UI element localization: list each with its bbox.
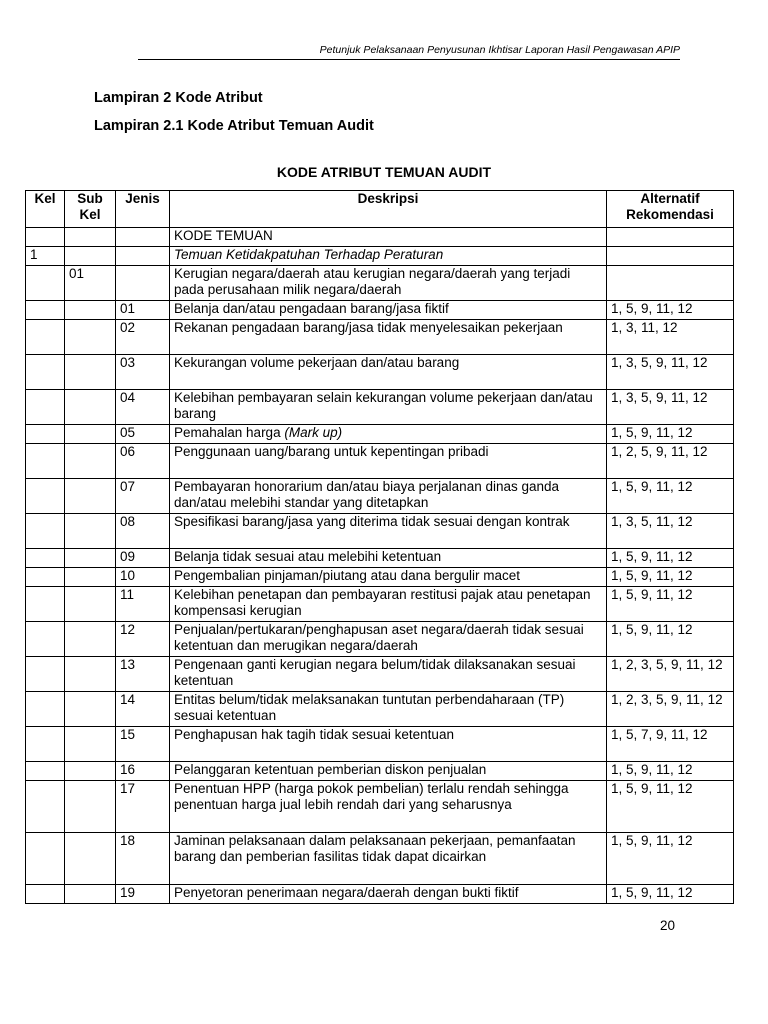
appendix-subheading: Lampiran 2.1 Kode Atribut Temuan Audit	[94, 118, 374, 134]
table-row	[26, 587, 734, 622]
alternatif-rekomendasi-cell: 1, 3, 5, 9, 11, 12	[607, 355, 734, 390]
table-row	[26, 320, 734, 355]
kelompok-title: Temuan Ketidakpatuhan Terhadap Peraturan	[170, 247, 607, 266]
jenis-code: 17	[116, 781, 170, 833]
deskripsi-cell	[170, 425, 607, 444]
deskripsi-cell	[170, 549, 607, 568]
deskripsi-text: Penentuan HPP (harga pokok pembelian) terlalu rendah sehingga penentuan harga jual lebih rendah dari yang seharusnya	[174, 781, 569, 812]
jenis-code: 16	[116, 762, 170, 781]
jenis-code: 03	[116, 355, 170, 390]
deskripsi-text: Belanja dan/atau pengadaan barang/jasa fiktif	[174, 301, 449, 316]
alternatif-rekomendasi-cell: 1, 3, 5, 9, 11, 12	[607, 390, 734, 425]
appendix-heading: Lampiran 2 Kode Atribut	[94, 90, 263, 106]
alternatif-rekomendasi-cell: 1, 5, 9, 11, 12	[607, 762, 734, 781]
alternatif-rekomendasi-cell: 1, 5, 9, 11, 12	[607, 833, 734, 885]
alternatif-rekomendasi-cell: 1, 2, 5, 9, 11, 12	[607, 444, 734, 479]
jenis-code: 11	[116, 587, 170, 622]
alternatif-rekomendasi-cell: 1, 5, 9, 11, 12	[607, 301, 734, 320]
section-label: KODE TEMUAN	[170, 228, 607, 247]
jenis-code: 12	[116, 622, 170, 657]
deskripsi-cell	[170, 390, 607, 425]
alternatif-rekomendasi-cell: 1, 5, 9, 11, 12	[607, 587, 734, 622]
table-row	[26, 885, 734, 904]
deskripsi-cell	[170, 514, 607, 549]
deskripsi-cell	[170, 444, 607, 479]
table-row	[26, 692, 734, 727]
sub-kelompok-code: 01	[65, 266, 116, 301]
alternatif-rekomendasi-cell: 1, 3, 5, 11, 12	[607, 514, 734, 549]
deskripsi-cell	[170, 568, 607, 587]
deskripsi-italic-text: (Mark up)	[284, 425, 343, 440]
deskripsi-text: Pemahalan harga	[174, 425, 281, 440]
jenis-code: 08	[116, 514, 170, 549]
kelompok-row	[26, 247, 734, 266]
alternatif-rekomendasi-cell: 1, 2, 3, 5, 9, 11, 12	[607, 692, 734, 727]
jenis-code: 02	[116, 320, 170, 355]
table-row	[26, 781, 734, 833]
deskripsi-text: Penyetoran penerimaan negara/daerah dengan bukti fiktif	[174, 885, 519, 900]
deskripsi-text: Penjualan/pertukaran/penghapusan aset negara/daerah tidak sesuai ketentuan dan merugikan negara/daerah	[174, 622, 584, 653]
jenis-code: 15	[116, 727, 170, 762]
table-row	[26, 727, 734, 762]
sub-kelompok-row	[26, 266, 734, 301]
alternatif-rekomendasi-cell: 1, 5, 9, 11, 12	[607, 622, 734, 657]
alternatif-rekomendasi-cell: 1, 3, 11, 12	[607, 320, 734, 355]
audit-attribute-code-table	[25, 190, 734, 904]
table-row	[26, 762, 734, 781]
table-row	[26, 479, 734, 514]
table-row	[26, 568, 734, 587]
table-row	[26, 301, 734, 320]
deskripsi-cell	[170, 727, 607, 762]
deskripsi-text: Spesifikasi barang/jasa yang diterima tidak sesuai dengan kontrak	[174, 514, 570, 529]
deskripsi-cell	[170, 301, 607, 320]
deskripsi-cell	[170, 587, 607, 622]
header-kel: Kel	[26, 191, 65, 228]
jenis-code: 14	[116, 692, 170, 727]
deskripsi-cell	[170, 479, 607, 514]
table-row	[26, 622, 734, 657]
deskripsi-cell	[170, 885, 607, 904]
table-header-row	[26, 191, 734, 228]
deskripsi-text: Pembayaran honorarium dan/atau biaya perjalanan dinas ganda dan/atau melebihi standar yang ditetapkan	[174, 479, 560, 510]
alternatif-rekomendasi-cell: 1, 5, 9, 11, 12	[607, 425, 734, 444]
alternatif-rekomendasi-cell: 1, 5, 9, 11, 12	[607, 479, 734, 514]
deskripsi-text: Jaminan pelaksanaan dalam pelaksanaan pekerjaan, pemanfaatan barang dan pemberian fasilitas tidak dapat dicairkan	[174, 833, 576, 864]
alternatif-rekomendasi-cell: 1, 5, 7, 9, 11, 12	[607, 727, 734, 762]
jenis-code: 13	[116, 657, 170, 692]
deskripsi-text: Kelebihan pembayaran selain kekurangan volume pekerjaan dan/atau barang	[174, 390, 593, 421]
page-number: 20	[660, 918, 676, 933]
alternatif-rekomendasi-cell: 1, 5, 9, 11, 12	[607, 549, 734, 568]
table-row	[26, 833, 734, 885]
deskripsi-cell	[170, 781, 607, 833]
deskripsi-cell	[170, 692, 607, 727]
jenis-code: 01	[116, 301, 170, 320]
deskripsi-text: Belanja tidak sesuai atau melebihi ketentuan	[174, 549, 442, 564]
jenis-code: 18	[116, 833, 170, 885]
jenis-code: 19	[116, 885, 170, 904]
deskripsi-text: Pengenaan ganti kerugian negara belum/tidak dilaksanakan sesuai ketentuan	[174, 657, 576, 688]
table-row	[26, 390, 734, 425]
table-row	[26, 657, 734, 692]
deskripsi-text: Pengembalian pinjaman/piutang atau dana bergulir macet	[174, 568, 520, 583]
kelompok-code: 1	[26, 247, 65, 266]
alternatif-rekomendasi-cell: 1, 5, 9, 11, 12	[607, 885, 734, 904]
deskripsi-cell	[170, 622, 607, 657]
jenis-code: 07	[116, 479, 170, 514]
deskripsi-text: Kekurangan volume pekerjaan dan/atau barang	[174, 355, 460, 370]
table-row	[26, 355, 734, 390]
jenis-code: 05	[116, 425, 170, 444]
deskripsi-cell	[170, 657, 607, 692]
table-row	[26, 425, 734, 444]
jenis-code: 10	[116, 568, 170, 587]
header-sub-kel: Sub Kel	[65, 191, 116, 228]
alternatif-rekomendasi-cell: 1, 5, 9, 11, 12	[607, 568, 734, 587]
running-header: Petunjuk Pelaksanaan Penyusunan Ikhtisar Laporan Hasil Pengawasan APIP	[138, 44, 680, 60]
jenis-code: 06	[116, 444, 170, 479]
header-deskripsi: Deskripsi	[170, 191, 607, 228]
section-row	[26, 228, 734, 247]
jenis-code: 04	[116, 390, 170, 425]
table-row	[26, 444, 734, 479]
table-row	[26, 514, 734, 549]
deskripsi-text: Kelebihan penetapan dan pembayaran restitusi pajak atau penetapan kompensasi kerugian	[174, 587, 591, 618]
deskripsi-text: Penghapusan hak tagih tidak sesuai ketentuan	[174, 727, 454, 742]
jenis-code: 09	[116, 549, 170, 568]
deskripsi-cell	[170, 833, 607, 885]
deskripsi-text: Penggunaan uang/barang untuk kepentingan pribadi	[174, 444, 489, 459]
deskripsi-cell	[170, 320, 607, 355]
deskripsi-text: Pelanggaran ketentuan pemberian diskon penjualan	[174, 762, 487, 777]
header-jenis: Jenis	[116, 191, 170, 228]
alternatif-rekomendasi-cell: 1, 5, 9, 11, 12	[607, 781, 734, 833]
sub-kelompok-title: Kerugian negara/daerah atau kerugian negara/daerah yang terjadi pada perusahaan milik negara/daerah	[170, 266, 607, 301]
deskripsi-text: Rekanan pengadaan barang/jasa tidak menyelesaikan pekerjaan	[174, 320, 563, 335]
alternatif-rekomendasi-cell: 1, 2, 3, 5, 9, 11, 12	[607, 657, 734, 692]
deskripsi-cell	[170, 355, 607, 390]
table-row	[26, 549, 734, 568]
table-title: KODE ATRIBUT TEMUAN AUDIT	[276, 164, 492, 180]
deskripsi-text: Entitas belum/tidak melaksanakan tuntutan perbendaharaan (TP) sesuai ketentuan	[174, 692, 565, 723]
header-alternatif-rekomendasi: Alternatif Rekomendasi	[607, 191, 734, 228]
deskripsi-cell	[170, 762, 607, 781]
